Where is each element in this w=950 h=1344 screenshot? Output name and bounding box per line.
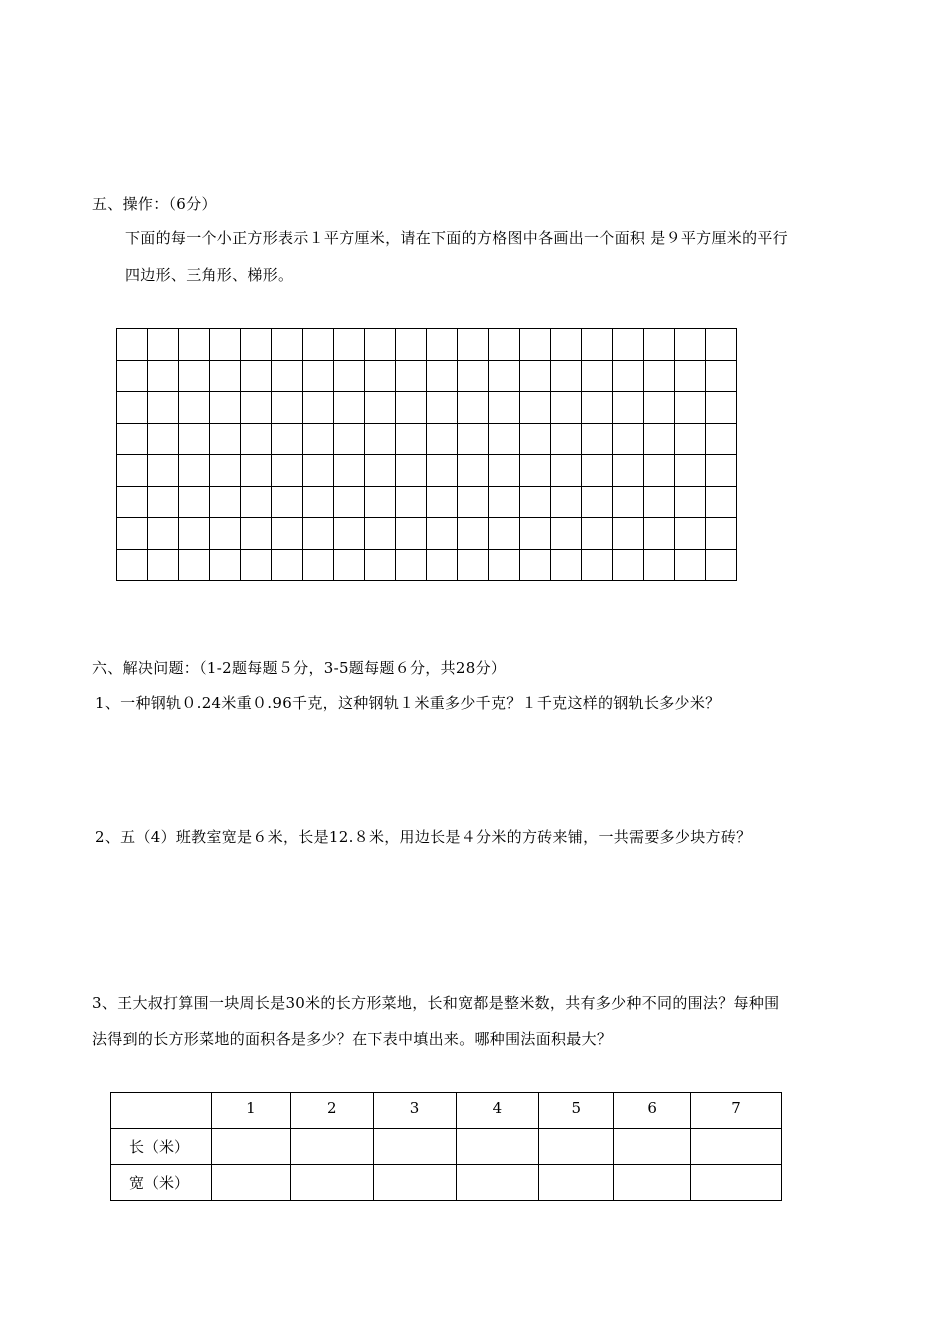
grid-cell[interactable] <box>520 329 551 361</box>
grid-cell[interactable] <box>334 455 365 487</box>
grid-cell[interactable] <box>520 518 551 550</box>
grid-cell[interactable] <box>706 455 737 487</box>
grid-cell[interactable] <box>675 360 706 392</box>
grid-cell[interactable] <box>582 392 613 424</box>
question-3-line1: 3、王大叔打算围一块周长是30米的长方形菜地，长和宽都是整米数，共有多少种不同的围法？每种围 <box>92 994 780 1012</box>
table-header-cell: 5 <box>539 1093 614 1129</box>
grid-cell[interactable] <box>396 486 427 518</box>
grid-row <box>117 486 737 518</box>
grid-cell[interactable] <box>458 455 489 487</box>
grid-cell[interactable] <box>396 423 427 455</box>
square-grid <box>116 328 737 581</box>
grid-cell[interactable] <box>520 360 551 392</box>
grid-cell[interactable] <box>551 360 582 392</box>
section6-heading: 六、解决问题：（1-2题每题５分，3-5题每题６分，共28分） <box>92 659 507 677</box>
grid-cell[interactable] <box>551 329 582 361</box>
grid-row <box>117 549 737 581</box>
grid-row <box>117 329 737 361</box>
length-cell[interactable] <box>691 1129 782 1165</box>
grid-cell[interactable] <box>179 329 210 361</box>
grid-cell[interactable] <box>675 549 706 581</box>
grid-cell[interactable] <box>210 486 241 518</box>
grid-cell[interactable] <box>706 549 737 581</box>
grid-row <box>117 360 737 392</box>
grid-cell[interactable] <box>241 329 272 361</box>
grid-cell[interactable] <box>303 423 334 455</box>
grid-cell[interactable] <box>706 423 737 455</box>
grid-cell[interactable] <box>613 518 644 550</box>
grid-cell[interactable] <box>489 360 520 392</box>
grid-cell[interactable] <box>241 392 272 424</box>
grid-cell[interactable] <box>365 329 396 361</box>
grid-cell[interactable] <box>489 518 520 550</box>
grid-cell[interactable] <box>303 392 334 424</box>
grid-cell[interactable] <box>210 455 241 487</box>
length-cell[interactable] <box>456 1129 539 1165</box>
grid-cell[interactable] <box>644 423 675 455</box>
section5-heading: 五、操作：（6分） <box>92 195 217 213</box>
grid-cell[interactable] <box>458 360 489 392</box>
grid-cell[interactable] <box>427 455 458 487</box>
grid-cell[interactable] <box>613 360 644 392</box>
question-1: 1、一种钢轨０.24米重０.96千克，这种钢轨１米重多少千克？１千克这样的钢轨长多少米？ <box>95 694 721 712</box>
grid-cell[interactable] <box>272 486 303 518</box>
grid-cell[interactable] <box>644 518 675 550</box>
grid-cell[interactable] <box>520 455 551 487</box>
grid-cell[interactable] <box>644 455 675 487</box>
grid-cell[interactable] <box>272 360 303 392</box>
grid-cell[interactable] <box>179 423 210 455</box>
grid-cell[interactable] <box>582 518 613 550</box>
grid-cell[interactable] <box>675 423 706 455</box>
table-header-cell: 3 <box>373 1093 456 1129</box>
grid-cell[interactable] <box>148 423 179 455</box>
grid-cell[interactable] <box>675 329 706 361</box>
grid-cell[interactable] <box>303 518 334 550</box>
grid-cell[interactable] <box>241 518 272 550</box>
grid-cell[interactable] <box>520 549 551 581</box>
grid-cell[interactable] <box>582 455 613 487</box>
grid-cell[interactable] <box>427 423 458 455</box>
grid-cell[interactable] <box>427 392 458 424</box>
grid-row <box>117 423 737 455</box>
grid-cell[interactable] <box>613 423 644 455</box>
grid-cell[interactable] <box>489 455 520 487</box>
question-2: 2、五（4）班教室宽是６米，长是12.８米，用边长是４分米的方砖来铺，一共需要多少块方砖？ <box>95 828 752 846</box>
grid-cell[interactable] <box>551 455 582 487</box>
grid-cell[interactable] <box>334 518 365 550</box>
grid-cell[interactable] <box>675 455 706 487</box>
grid-cell[interactable] <box>148 549 179 581</box>
grid-cell[interactable] <box>458 423 489 455</box>
table-header-cell <box>111 1093 212 1129</box>
grid-cell[interactable] <box>117 549 148 581</box>
grid-cell[interactable] <box>613 549 644 581</box>
grid-cell[interactable] <box>148 455 179 487</box>
grid-cell[interactable] <box>117 392 148 424</box>
grid-cell[interactable] <box>396 392 427 424</box>
grid-cell[interactable] <box>117 360 148 392</box>
table-row <box>111 1165 782 1201</box>
grid-cell[interactable] <box>675 392 706 424</box>
grid-cell[interactable] <box>179 455 210 487</box>
grid-cell[interactable] <box>613 486 644 518</box>
grid-cell[interactable] <box>272 423 303 455</box>
table-row <box>111 1129 782 1165</box>
grid-cell[interactable] <box>241 423 272 455</box>
grid-cell[interactable] <box>241 455 272 487</box>
table-header-cell: 4 <box>456 1093 539 1129</box>
grid-cell[interactable] <box>117 486 148 518</box>
grid-cell[interactable] <box>334 549 365 581</box>
grid-cell[interactable] <box>148 518 179 550</box>
grid-cell[interactable] <box>551 423 582 455</box>
grid-cell[interactable] <box>334 423 365 455</box>
grid-cell[interactable] <box>241 549 272 581</box>
table-header-row <box>111 1093 782 1129</box>
grid-cell[interactable] <box>489 329 520 361</box>
grid-cell[interactable] <box>706 392 737 424</box>
grid-cell[interactable] <box>365 423 396 455</box>
width-cell[interactable] <box>691 1165 782 1201</box>
grid-cell[interactable] <box>396 455 427 487</box>
grid-cell[interactable] <box>148 329 179 361</box>
grid-cell[interactable] <box>396 518 427 550</box>
grid-cell[interactable] <box>334 392 365 424</box>
grid-cell[interactable] <box>520 392 551 424</box>
grid-cell[interactable] <box>241 486 272 518</box>
grid-cell[interactable] <box>644 329 675 361</box>
grid-cell[interactable] <box>272 329 303 361</box>
grid-cell[interactable] <box>396 360 427 392</box>
grid-cell[interactable] <box>179 360 210 392</box>
grid-cell[interactable] <box>427 329 458 361</box>
grid-cell[interactable] <box>613 455 644 487</box>
grid-cell[interactable] <box>427 549 458 581</box>
grid-cell[interactable] <box>303 455 334 487</box>
grid-cell[interactable] <box>489 549 520 581</box>
grid-cell[interactable] <box>210 329 241 361</box>
table-header-cell: 2 <box>290 1093 373 1129</box>
length-label: 长（米） <box>111 1129 212 1165</box>
grid-cell[interactable] <box>427 360 458 392</box>
table-header-cell: 7 <box>691 1093 782 1129</box>
grid-cell[interactable] <box>551 549 582 581</box>
grid-cell[interactable] <box>458 518 489 550</box>
grid-cell[interactable] <box>706 518 737 550</box>
grid-cell[interactable] <box>675 486 706 518</box>
grid-cell[interactable] <box>458 329 489 361</box>
grid-cell[interactable] <box>644 360 675 392</box>
width-label: 宽（米） <box>111 1165 212 1201</box>
grid-cell[interactable] <box>303 486 334 518</box>
length-cell[interactable] <box>211 1129 290 1165</box>
grid-cell[interactable] <box>396 549 427 581</box>
grid-cell[interactable] <box>396 329 427 361</box>
grid-cell[interactable] <box>272 549 303 581</box>
grid-cell[interactable] <box>706 329 737 361</box>
grid-cell[interactable] <box>365 518 396 550</box>
grid-row <box>117 518 737 550</box>
grid-cell[interactable] <box>272 455 303 487</box>
grid-cell[interactable] <box>210 392 241 424</box>
width-cell[interactable] <box>373 1165 456 1201</box>
grid-cell[interactable] <box>334 486 365 518</box>
grid-cell[interactable] <box>582 360 613 392</box>
grid-cell[interactable] <box>117 423 148 455</box>
grid-cell[interactable] <box>210 518 241 550</box>
grid-cell[interactable] <box>148 392 179 424</box>
grid-cell[interactable] <box>210 549 241 581</box>
grid-cell[interactable] <box>365 486 396 518</box>
grid-cell[interactable] <box>117 329 148 361</box>
grid-cell[interactable] <box>179 392 210 424</box>
grid-cell[interactable] <box>582 423 613 455</box>
grid-cell[interactable] <box>210 360 241 392</box>
grid-cell[interactable] <box>675 518 706 550</box>
grid-cell[interactable] <box>582 329 613 361</box>
grid-cell[interactable] <box>489 392 520 424</box>
grid-cell[interactable] <box>489 423 520 455</box>
width-cell[interactable] <box>290 1165 373 1201</box>
grid-cell[interactable] <box>551 392 582 424</box>
length-cell[interactable] <box>373 1129 456 1165</box>
grid-cell[interactable] <box>458 392 489 424</box>
grid-cell[interactable] <box>179 518 210 550</box>
grid-cell[interactable] <box>179 486 210 518</box>
grid-cell[interactable] <box>148 360 179 392</box>
grid-cell[interactable] <box>613 392 644 424</box>
grid-cell[interactable] <box>210 423 241 455</box>
table-header-cell: 1 <box>211 1093 290 1129</box>
grid-cell[interactable] <box>458 486 489 518</box>
grid-cell[interactable] <box>458 549 489 581</box>
section5-instruction-line1: 下面的每一个小正方形表示１平方厘米，请在下面的方格图中各画出一个面积 是９平方厘米的平行 <box>125 229 788 247</box>
grid-cell[interactable] <box>706 360 737 392</box>
grid-cell[interactable] <box>272 518 303 550</box>
grid-row <box>117 455 737 487</box>
grid-cell[interactable] <box>117 455 148 487</box>
grid-cell[interactable] <box>117 518 148 550</box>
grid-cell[interactable] <box>551 486 582 518</box>
grid-cell[interactable] <box>365 549 396 581</box>
answer-table <box>110 1092 782 1201</box>
grid-cell[interactable] <box>644 392 675 424</box>
question-3-line2: 法得到的长方形菜地的面积各是多少？在下表中填出来。哪种围法面积最大？ <box>92 1030 613 1048</box>
length-cell[interactable] <box>614 1129 691 1165</box>
length-cell[interactable] <box>290 1129 373 1165</box>
grid-cell[interactable] <box>148 486 179 518</box>
grid-cell[interactable] <box>489 486 520 518</box>
grid-cell[interactable] <box>241 360 272 392</box>
grid-cell[interactable] <box>303 360 334 392</box>
grid-cell[interactable] <box>644 486 675 518</box>
width-cell[interactable] <box>539 1165 614 1201</box>
grid-cell[interactable] <box>551 518 582 550</box>
grid-cell[interactable] <box>582 486 613 518</box>
grid-cell[interactable] <box>179 549 210 581</box>
grid-row <box>117 392 737 424</box>
grid-cell[interactable] <box>303 329 334 361</box>
grid-cell[interactable] <box>520 486 551 518</box>
grid-cell[interactable] <box>334 329 365 361</box>
grid-cell[interactable] <box>613 329 644 361</box>
table-header-cell: 6 <box>614 1093 691 1129</box>
grid-cell[interactable] <box>365 392 396 424</box>
grid-cell[interactable] <box>334 360 365 392</box>
length-cell[interactable] <box>539 1129 614 1165</box>
grid-cell[interactable] <box>303 549 334 581</box>
width-cell[interactable] <box>456 1165 539 1201</box>
width-cell[interactable] <box>211 1165 290 1201</box>
grid-cell[interactable] <box>365 455 396 487</box>
grid-cell[interactable] <box>272 392 303 424</box>
grid-cell[interactable] <box>644 549 675 581</box>
width-cell[interactable] <box>614 1165 691 1201</box>
grid-cell[interactable] <box>427 518 458 550</box>
grid-cell[interactable] <box>520 423 551 455</box>
section5-instruction-line2: 四边形、三角形、梯形。 <box>125 266 294 284</box>
grid-cell[interactable] <box>365 360 396 392</box>
grid-cell[interactable] <box>427 486 458 518</box>
grid-cell[interactable] <box>706 486 737 518</box>
grid-cell[interactable] <box>582 549 613 581</box>
